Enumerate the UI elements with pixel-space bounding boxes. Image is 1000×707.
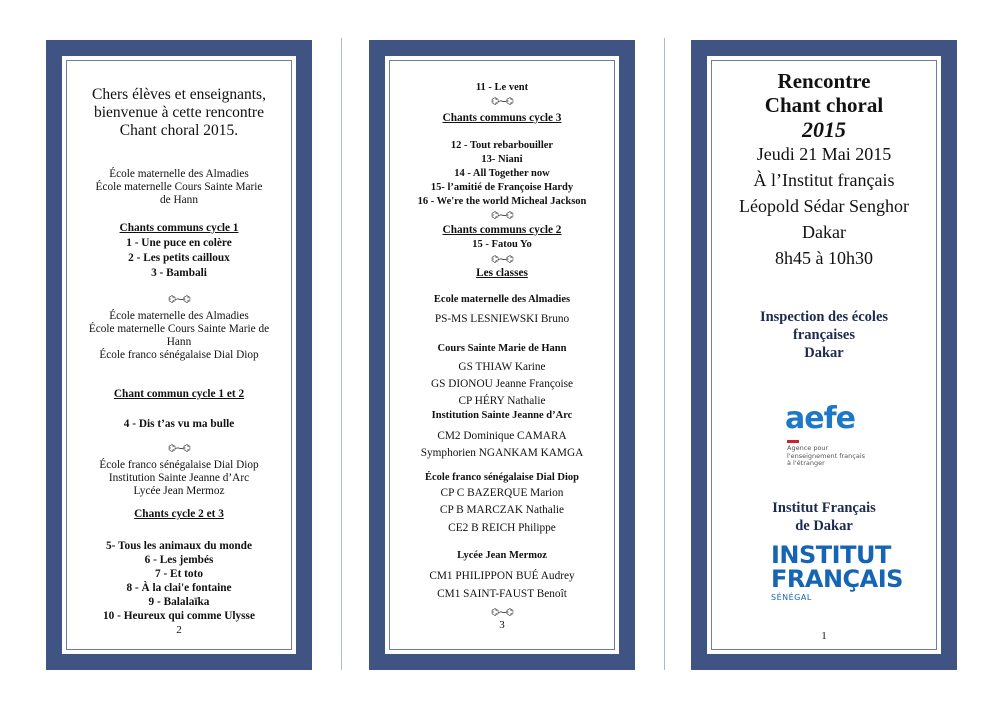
song-line: 1 - Une puce en colère <box>126 237 232 249</box>
class-line: CP C BAZERQUE Marion <box>440 487 564 499</box>
school-line: Hann <box>166 336 192 348</box>
song-line: 9 - Balalaïka <box>148 596 210 608</box>
class-line: CM1 PHILIPPON BUÉ Audrey <box>429 570 575 582</box>
panel-page-3 <box>369 40 635 670</box>
intro-line: Chant choral 2015. <box>119 122 239 139</box>
panel-cover-content <box>715 56 933 654</box>
school-heading: École franco sénégalaise Dial Diop <box>425 472 579 483</box>
ornament-divider: ⌬⁓⌬ <box>168 294 190 304</box>
panel-page-2 <box>46 40 312 670</box>
if-logo-line: FRANÇAIS <box>771 565 903 593</box>
song-line: 4 - Dis t’as vu ma bulle <box>123 418 235 430</box>
section-heading: Chants communs cycle 2 <box>442 224 562 236</box>
school-line: École maternelle des Almadies <box>109 168 249 180</box>
class-line: CP HÉRY Nathalie <box>458 395 546 407</box>
song-line: 15- l’amitié de Françoise Hardy <box>430 182 574 193</box>
class-line: CE2 B REICH Philippe <box>448 522 556 534</box>
song-line: 5- Tous les animaux du monde <box>106 540 252 552</box>
panel-page-2-content <box>70 56 288 654</box>
inspection-line: Dakar <box>804 345 844 361</box>
event-detail: Léopold Sédar Senghor <box>739 196 909 216</box>
song-line: 7 - Et toto <box>154 568 203 580</box>
school-heading: Institution Sainte Jeanne d’Arc <box>431 410 573 421</box>
intro-line: Chers élèves et enseignants, <box>92 86 266 103</box>
section-heading: Chant commun cycle 1 et 2 <box>113 388 245 400</box>
school-heading: Ecole maternelle des Almadies <box>433 294 571 305</box>
page-number: 1 <box>821 630 827 642</box>
class-line: GS DIONOU Jeanne Françoise <box>430 378 574 390</box>
page-number: 3 <box>499 619 505 631</box>
school-line: Lycée Jean Mermoz <box>133 485 225 497</box>
song-line: 14 - All Together now <box>454 168 550 179</box>
song-line: 16 - We're the world Micheal Jackson <box>417 196 587 207</box>
if-logo-country: SÉNÉGAL <box>771 593 812 602</box>
inspection-line: françaises <box>792 327 855 343</box>
aefe-logo <box>785 401 905 474</box>
school-line: École maternelle Cours Sainte Marie de <box>88 323 270 335</box>
section-heading: Les classes <box>476 267 528 279</box>
institut-line: Institut Français <box>772 500 876 516</box>
aefe-tagline-line: à l'étranger <box>787 459 825 467</box>
panel-cover <box>691 40 957 670</box>
ornament-divider: ⌬⁓⌬ <box>491 96 513 106</box>
song-line: 10 - Heureux qui comme Ulysse <box>103 610 255 622</box>
school-line: École franco sénégalaise Dial Diop <box>99 349 259 361</box>
fold-line-left <box>341 38 342 670</box>
aefe-tagline-line: l'enseignement français <box>787 451 866 460</box>
ornament-divider: ⌬⁓⌬ <box>491 607 513 617</box>
event-detail: À l’Institut français <box>753 170 895 190</box>
song-line: 3 - Bambali <box>151 267 207 279</box>
song-line: 6 - Les jembés <box>144 554 214 566</box>
aefe-logo-tagline <box>787 445 865 468</box>
fold-line-right <box>664 38 665 670</box>
school-line: École franco sénégalaise Dial Diop <box>99 459 259 471</box>
class-line: Symphorien NGANKAM KAMGA <box>420 447 584 459</box>
school-line: de Hann <box>160 194 198 206</box>
event-detail: Jeudi 21 Mai 2015 <box>756 144 892 164</box>
institut-line: de Dakar <box>795 518 853 534</box>
school-line: École maternelle des Almadies <box>109 310 249 322</box>
cover-title: Chant choral <box>764 93 884 117</box>
class-line: PS-MS LESNIEWSKI Bruno <box>434 313 570 325</box>
ornament-divider: ⌬⁓⌬ <box>491 254 513 264</box>
class-line: CM1 SAINT-FAUST Benoît <box>437 588 567 600</box>
song-line: 11 - Le vent <box>475 82 529 93</box>
intro-line: bienvenue à cette rencontre <box>94 104 264 121</box>
institut-francais-logo <box>771 543 921 613</box>
ornament-divider: ⌬⁓⌬ <box>491 210 513 220</box>
song-line: 15 - Fatou Yo <box>472 239 532 250</box>
ornament-divider: ⌬⁓⌬ <box>168 443 190 453</box>
page-number: 2 <box>176 624 182 636</box>
if-logo-line: INSTITUT <box>771 541 891 569</box>
event-detail: 8h45 à 10h30 <box>775 248 873 268</box>
section-heading: Chants communs cycle 1 <box>119 222 239 234</box>
song-line: 13- Niani <box>481 154 523 165</box>
song-line: 12 - Tout rebarbouiller <box>450 140 554 151</box>
cover-year: 2015 <box>802 117 846 142</box>
class-line: CM2 Dominique CAMARA <box>437 430 567 442</box>
event-detail: Dakar <box>802 222 846 242</box>
school-heading: Cours Sainte Marie de Hann <box>437 343 567 354</box>
aefe-tagline-line: Agence pour <box>787 444 829 452</box>
school-line: Institution Sainte Jeanne d’Arc <box>108 472 250 484</box>
class-line: GS THIAW Karine <box>458 361 546 373</box>
aefe-logo-word: aefe <box>785 401 855 436</box>
aefe-logo-swoosh <box>787 440 799 443</box>
section-heading: Chants cycle 2 et 3 <box>134 508 224 520</box>
cover-title: Rencontre <box>777 69 871 93</box>
school-line: École maternelle Cours Sainte Marie <box>95 181 263 193</box>
class-line: CP B MARCZAK Nathalie <box>439 504 565 516</box>
inspection-line: Inspection des écoles <box>759 309 889 325</box>
section-heading: Chants communs cycle 3 <box>442 112 562 124</box>
panel-page-3-content <box>393 56 611 654</box>
song-line: 8 - À la clai'e fontaine <box>126 582 232 594</box>
school-heading: Lycée Jean Mermoz <box>457 550 547 561</box>
song-line: 2 - Les petits cailloux <box>128 252 230 264</box>
